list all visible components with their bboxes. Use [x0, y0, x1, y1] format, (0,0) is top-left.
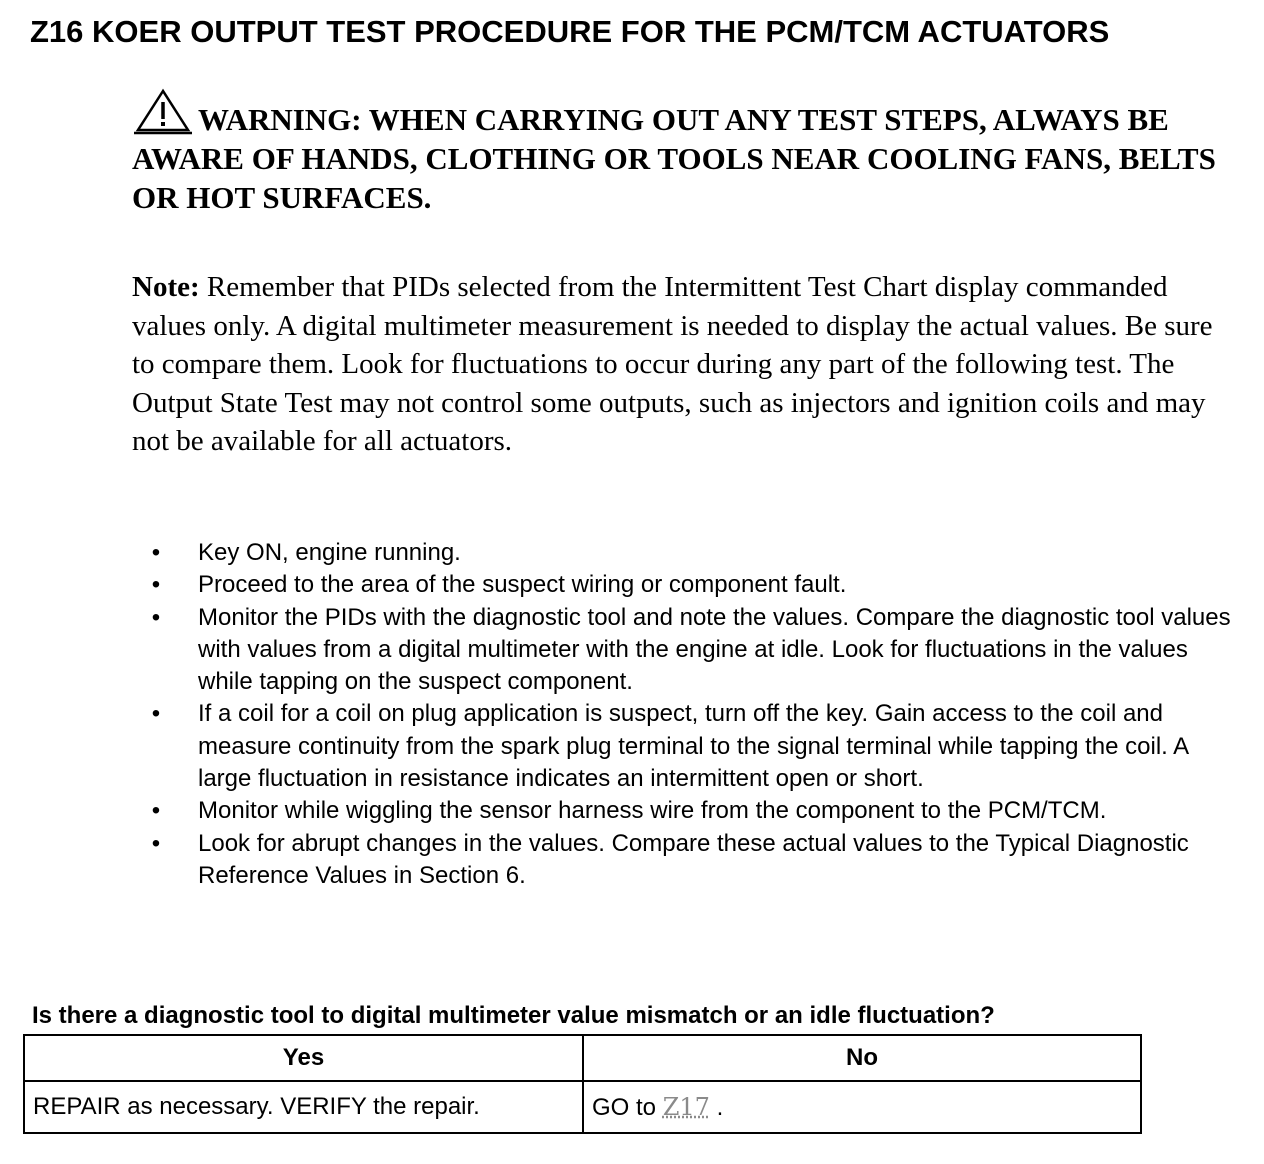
note-text: Remember that PIDs selected from the Intermittent Test Chart display commanded values only. A digital multimeter measurement is needed to display the actual values. Be sure to compare them. Look for fluctuations to occur during any part of the following test. The Output State Test may not control some outputs, such as injectors and ignition coils and may not be available for all actuators. [132, 271, 1213, 458]
list-item [132, 602, 1242, 699]
table-row [24, 1081, 1141, 1133]
table-header-row [24, 1035, 1141, 1081]
warning-text: WARNING: WHEN CARRYING OUT ANY TEST STEPS, ALWAYS BE AWARE OF HANDS, CLOTHING OR TOOLS NEAR COOLING FANS, BELTS OR HOT SURFACES. [132, 102, 1216, 215]
note-paragraph [132, 268, 1232, 461]
no-header: No [583, 1035, 1141, 1081]
bullet-icon: • [151, 571, 161, 599]
step-text: Look for abrupt changes in the values. Compare these actual values to the Typical Diagnostic Reference Values in Section 6. [198, 829, 1189, 889]
yes-header: Yes [24, 1035, 583, 1081]
step-text: If a coil for a coil on plug application is suspect, turn off the key. Gain access to the coil and measure continuity from the spark plug terminal to the signal terminal while tapping the coil. A large fluctuation in resistance indicates an intermittent open or short. [198, 700, 1188, 793]
list-item [132, 569, 1242, 601]
list-item [132, 828, 1242, 893]
warning-triangle-icon [132, 88, 194, 136]
test-steps-list [132, 537, 1242, 892]
warning-block [132, 88, 1242, 217]
bullet-icon: • [151, 829, 161, 857]
bullet-icon: • [151, 700, 161, 728]
bullet-icon: • [151, 603, 161, 631]
yes-action-cell: REPAIR as necessary. VERIFY the repair. [24, 1081, 583, 1133]
list-item [132, 795, 1242, 827]
no-action-prefix: GO to [592, 1093, 663, 1121]
bullet-icon: • [151, 539, 161, 566]
step-text: Proceed to the area of the suspect wiring or component fault. [198, 571, 847, 599]
no-action-cell [583, 1081, 1141, 1133]
step-text: Monitor while wiggling the sensor harness wire from the component to the PCM/TCM. [198, 797, 1107, 825]
bullet-icon: • [151, 797, 161, 825]
z17-link[interactable]: Z17 [662, 1092, 710, 1121]
step-text: Key ON, engine running. [198, 539, 461, 566]
list-item [132, 537, 1242, 569]
note-label: Note: [132, 271, 200, 303]
page-title: Z16 KOER OUTPUT TEST PROCEDURE FOR THE PCM/TCM ACTUATORS [30, 14, 1110, 49]
no-action-suffix: . [709, 1093, 724, 1121]
decision-question: Is there a diagnostic tool to digital multimeter value mismatch or an idle fluctuation? [32, 1002, 995, 1029]
list-item [132, 698, 1242, 795]
decision-table [23, 1034, 1142, 1134]
step-text: Monitor the PIDs with the diagnostic tool and note the values. Compare the diagnostic tool values with values from a digital multimeter with the engine at idle. Look for fluctuations in the values while tapping on the suspect component. [198, 603, 1231, 696]
